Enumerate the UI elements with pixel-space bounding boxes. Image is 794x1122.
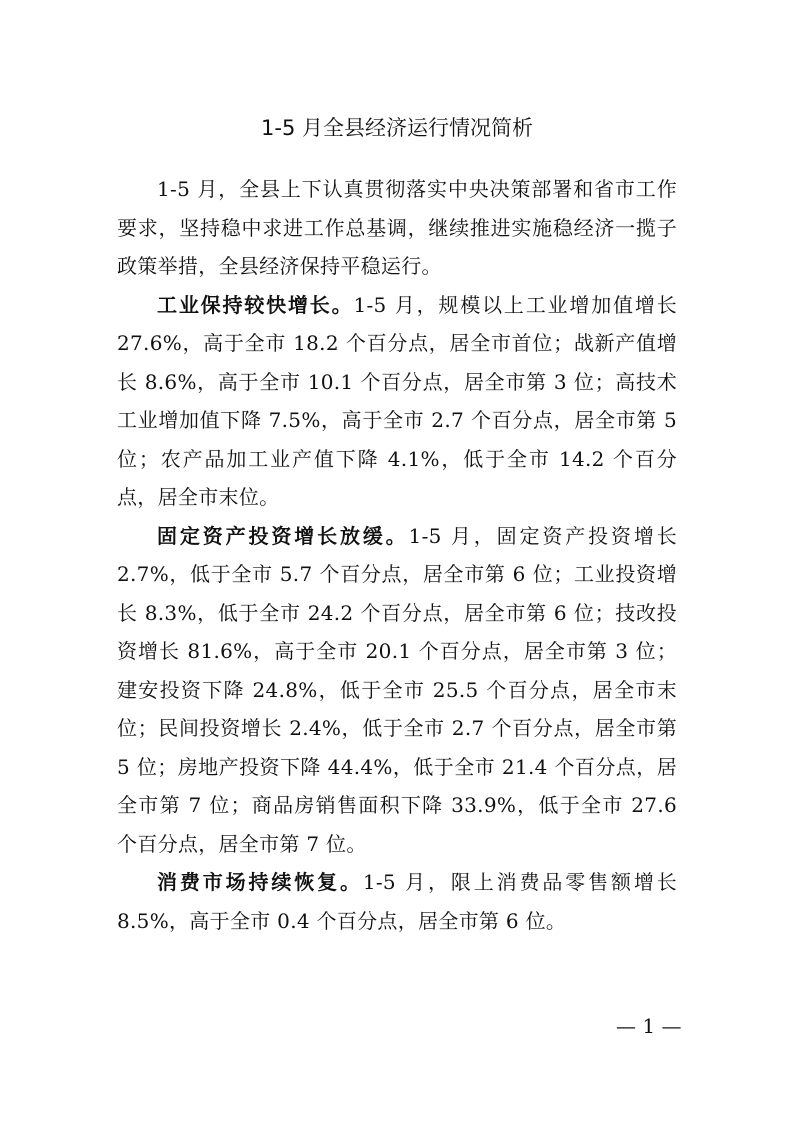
paragraph-text: 1-5 月，全县上下认真贯彻落实中央决策部署和省市工作要求，坚持稳中求进工作总基调，继续推进实施稳经济一揽子政策举措，全县经济保持平稳运行。 [117,177,677,278]
paragraph-intro [117,170,677,286]
page-number: — 1 — [616,1014,682,1038]
paragraph-heading: 消费市场持续恢复。 [157,870,363,894]
paragraph-industry [117,286,677,517]
paragraph-heading: 工业保持较快增长。 [157,292,354,317]
paragraph-consumption [117,863,677,940]
paragraph-text: 1-5 月，规模以上工业增加值增长 27.6%，高于全市 18.2 个百分点，居全市首位；战新产值增长 8.6%，高于全市 10.1 个百分点，居全市第 3 位；高技术工业增加值下降 7.5%，高于全市 2.7 个百分点，居全市第 5 位；农产品加工业产值下降 4.1%，低于全市 14.2 个百分点，居全市末位。 [117,292,678,509]
paragraph-text: 1-5 月，固定资产投资增长 2.7%，低于全市 5.7 个百分点，居全市第 6 位；工业投资增长 8.3%，低于全市 24.2 个百分点，居全市第 6 位；技改投资增长 81.6%，高于全市 20.1 个百分点，居全市第 3 位；建安投资下降 24.8%，低于全市 25.5 个百分点，居全市末位；民间投资增长 2.4%，低于全市 2.7 个百分点，居全市第 5 位；房地产投资下降 44.4%，低于全市 21.4 个百分点，居全市第 7 位；商品房销售面积下降 33.9%，低于全市 27.6 个百分点，居全市第 7 位。 [117,523,677,856]
document-body [117,170,677,940]
document-title: 1-5 月全县经济运行情况简析 [261,116,533,140]
paragraph-investment [117,517,677,864]
paragraph-text: 1-5 月，限上消费品零售额增长 8.5%，高于全市 0.4 个百分点，居全市第 6 位。 [117,870,677,933]
paragraph-heading: 固定资产投资增长放缓。 [157,523,409,548]
